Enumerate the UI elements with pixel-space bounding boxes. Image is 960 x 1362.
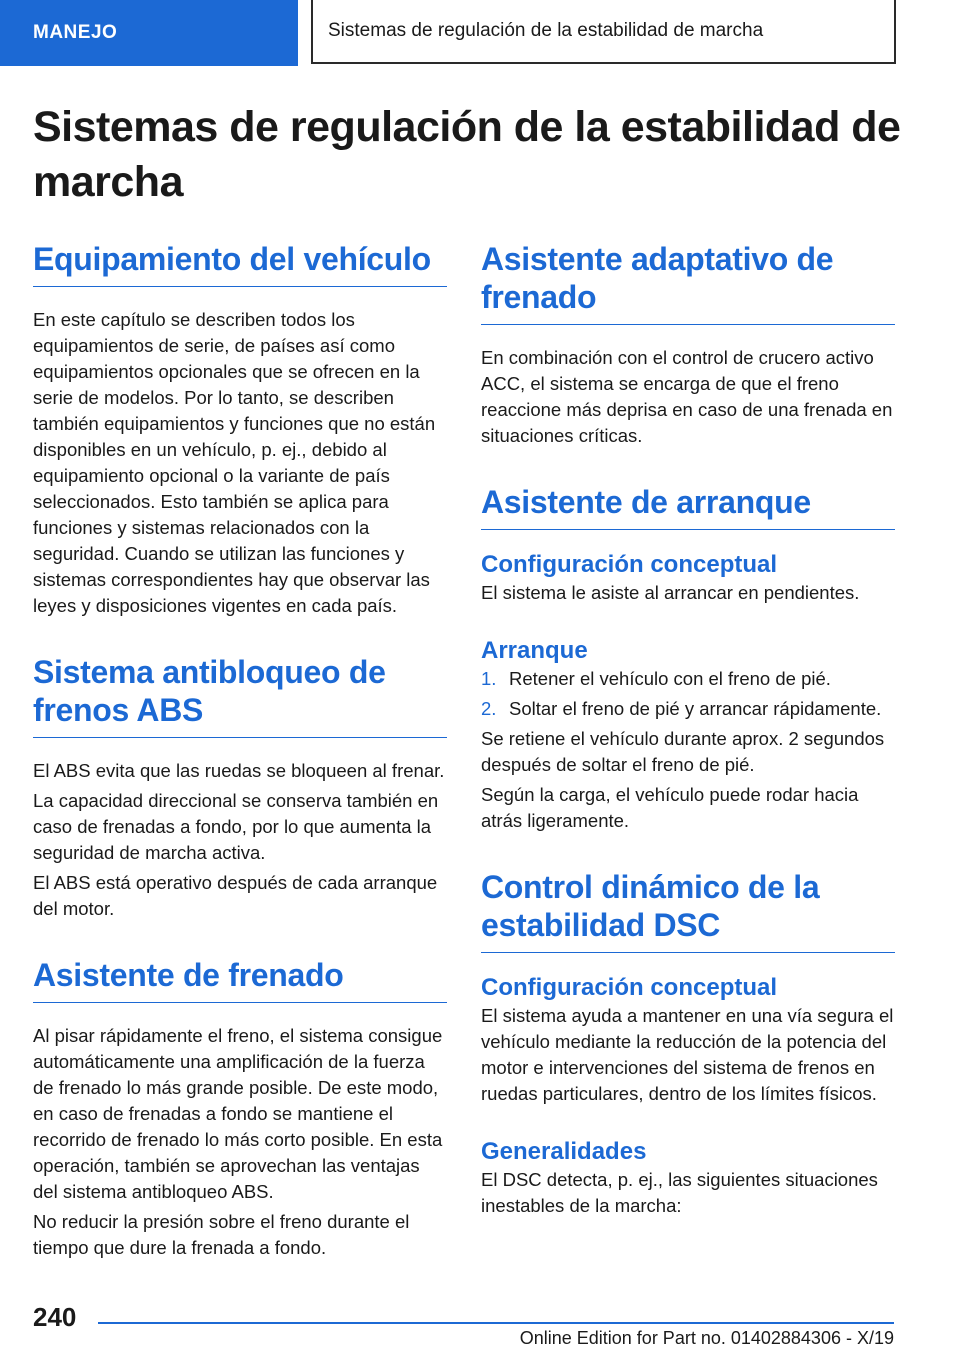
section-tab: MANEJO — [0, 0, 298, 66]
page-number: 240 — [33, 1302, 77, 1332]
right-column — [481, 240, 895, 1219]
step-text: Soltar el freno de pié y arrancar rápidamente. — [509, 698, 882, 719]
step-text: Retener el vehículo con el freno de pié. — [509, 668, 831, 689]
paragraph: El sistema le asiste al arrancar en pendientes. — [481, 582, 860, 603]
page-title: Sistemas de regulación de la estabilidad de marcha — [33, 103, 901, 206]
chapter-title-box: Sistemas de regulación de la estabilidad de marcha — [311, 0, 896, 64]
subheading-generalidades: Generalidades — [481, 1138, 647, 1165]
paragraph: El ABS evita que las ruedas se bloqueen al frenar. — [33, 760, 445, 781]
paragraph: Según la carga, el vehículo puede rodar hacia atrás ligeramente. — [481, 784, 859, 831]
footer-divider — [98, 1322, 894, 1324]
left-column — [33, 240, 447, 1261]
heading-abs: Sistema antibloqueo de frenos ABS — [33, 653, 447, 738]
paragraph: El ABS está operativo después de cada arranque del motor. — [33, 872, 438, 919]
step-number: 2. — [481, 698, 497, 719]
paragraph: El sistema ayuda a mantener en una vía segura el vehículo mediante la reducción de la potencia del motor e intervenciones del sistema de frenos en ruedas particulares, dentro de los límites físicos. — [481, 1005, 894, 1104]
heading-arranque: Asistente de arranque — [481, 483, 895, 530]
paragraph: En este capítulo se describen todos los equipamientos de serie, de países así como equipamientos opcionales que se ofrecen en la serie de modelos. Por lo tanto, se describen también equipamientos y funciones que no están disponibles en un vehículo, p. ej., debido al equipamiento opcional o la variante de país seleccionados. Esto también se aplica para funciones y sistemas relacionados con la seguridad. Cuando se utilizan las funciones y sistemas correspondientes hay que observar las leyes y disposiciones vigentes en cada país. — [33, 309, 436, 616]
paragraph: En combinación con el control de crucero activo ACC, el sistema se encarga de que el freno reaccione más deprisa en caso de una frenada en situaciones críticas. — [481, 347, 893, 446]
paragraph: Se retiene el vehículo durante aprox. 2 segundos después de soltar el freno de pié. — [481, 728, 885, 775]
heading-adaptativo: Asistente adaptativo de frenado — [481, 240, 895, 325]
paragraph: El DSC detecta, p. ej., las siguientes situaciones inestables de la marcha: — [481, 1169, 878, 1216]
steps-list — [481, 666, 895, 722]
list-item — [481, 666, 895, 692]
subheading-configuracion: Configuración conceptual — [481, 551, 778, 578]
edition-note: Online Edition for Part no. 01402884306 - X/19 — [519, 1328, 894, 1348]
paragraph: Al pisar rápidamente el freno, el sistema consigue automáticamente una amplificación de la fuerza de frenado lo más grande posible. De este modo, en caso de frenadas a fondo se mantiene el recorrido de frenado lo más corto posible. En esta operación, también se aprovechan las ventajas del sistema antibloqueo ABS. — [33, 1025, 443, 1202]
subheading-arranque: Arranque — [481, 637, 588, 664]
paragraph: La capacidad direccional se conserva también en caso de frenadas a fondo, por lo que aumenta la seguridad de marcha activa. — [33, 790, 439, 863]
subheading-configuracion: Configuración conceptual — [481, 974, 778, 1001]
heading-frenado: Asistente de frenado — [33, 956, 447, 1003]
paragraph: No reducir la presión sobre el freno durante el tiempo que dure la frenada a fondo. — [33, 1211, 410, 1258]
list-item — [481, 696, 895, 722]
heading-equipamiento: Equipamiento del vehículo — [33, 240, 447, 287]
step-number: 1. — [481, 668, 497, 689]
page-header — [0, 0, 960, 66]
heading-dsc: Control dinámico de la estabilidad DSC — [481, 868, 895, 953]
